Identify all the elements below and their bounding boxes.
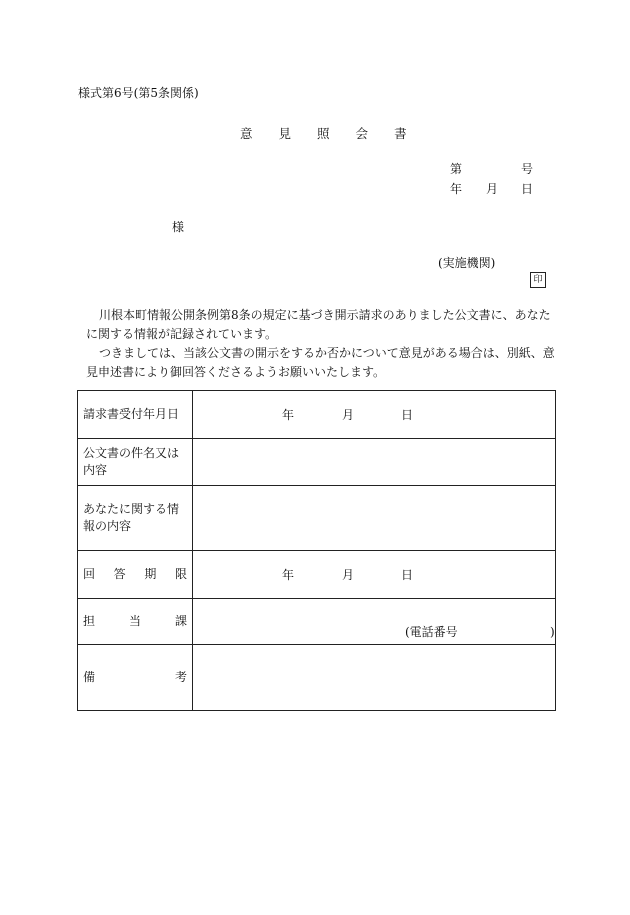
label-document-subject: 公文書の件名又は内容	[78, 439, 193, 486]
issue-date-year: 年	[450, 182, 463, 196]
label-received-date: 請求書受付年月日	[78, 391, 193, 439]
label-remarks	[78, 645, 193, 711]
field-related-info[interactable]	[193, 486, 556, 551]
issue-date-month: 月	[486, 182, 499, 196]
label-char: 当	[128, 614, 141, 628]
label-char: 課	[174, 614, 187, 628]
title-char: 意	[240, 126, 253, 141]
label-char: 答	[113, 567, 126, 581]
label-char: 回	[83, 567, 96, 581]
table-row-received-date	[78, 391, 556, 439]
deadline-month: 月	[342, 567, 355, 582]
inquiry-table	[77, 390, 556, 711]
field-received-date[interactable]	[193, 391, 556, 439]
table-row-department	[78, 599, 556, 645]
seal-mark: 印	[530, 272, 546, 288]
field-document-subject[interactable]	[193, 439, 556, 486]
table-row-remarks	[78, 645, 556, 711]
label-related-info: あなたに関する情報の内容	[78, 486, 193, 551]
table-row-document-subject	[78, 439, 556, 486]
table-row-response-deadline	[78, 551, 556, 599]
label-char: 担	[83, 614, 96, 628]
label-response-deadline	[78, 551, 193, 599]
label-char: 備	[83, 670, 96, 684]
received-year: 年	[282, 407, 295, 422]
field-department[interactable]	[193, 599, 556, 645]
label-char: 期	[144, 567, 157, 581]
label-char: 考	[174, 670, 187, 684]
phone-label: (電話番号	[405, 624, 458, 639]
field-remarks[interactable]	[193, 645, 556, 711]
title-char: 見	[278, 126, 292, 141]
phone-close: )	[550, 624, 555, 639]
body-paragraph-2: つきましては、当該公文書の開示をするか否かについて意見がある場合は、別紙、意見申述書により御回答くださるようお願いいたします。	[86, 346, 555, 379]
addressee-suffix: 様	[172, 220, 185, 234]
label-char: 限	[174, 567, 187, 581]
document-number-prefix: 第	[450, 162, 463, 176]
form-number: 様式第6号(第5条関係)	[78, 86, 199, 100]
agency-label: (実施機関)	[438, 256, 496, 270]
received-day: 日	[401, 407, 414, 422]
issue-date-day: 日	[521, 182, 534, 196]
table-row-related-info	[78, 486, 556, 551]
document-title	[240, 124, 407, 142]
received-month: 月	[342, 407, 355, 422]
deadline-year: 年	[282, 567, 295, 582]
title-char: 会	[355, 126, 369, 141]
title-char: 書	[394, 126, 407, 141]
field-response-deadline[interactable]	[193, 551, 556, 599]
body-paragraph-1: 川根本町情報公開条例第8条の規定に基づき開示請求のありました公文書に、あなたに関する情報が記録されています。	[86, 308, 551, 341]
label-department	[78, 599, 193, 645]
deadline-day: 日	[401, 567, 414, 582]
title-char: 照	[317, 126, 330, 141]
body-text	[86, 306, 560, 382]
document-number-suffix: 号	[521, 162, 534, 176]
